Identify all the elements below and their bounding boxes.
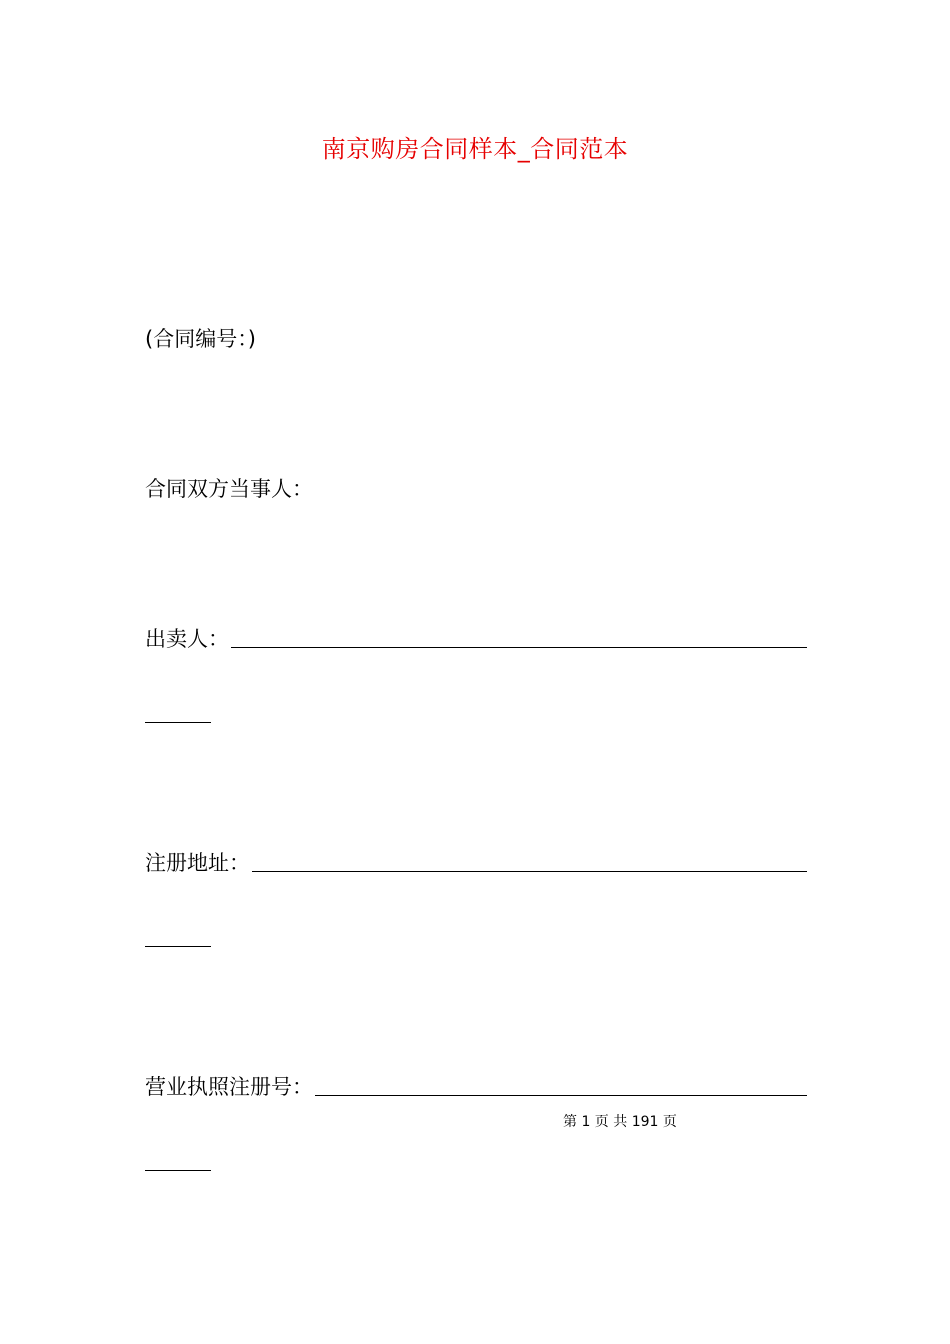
parties-heading: 合同双方当事人： [145,477,313,501]
business-license-field [145,1072,807,1102]
seller-continuation-blank [145,722,211,723]
registered-address-field [145,848,807,878]
page-indicator: 第 1 页 共 191 页 [563,1114,677,1130]
document-title: 南京购房合同样本_合同范本 [321,135,629,163]
seller-field [145,624,807,654]
contract-number-line: (合同编号：) [145,327,256,351]
registered-address-continuation-blank [145,946,211,947]
seller-blank-line [231,625,807,648]
business-license-continuation-blank [145,1170,211,1171]
seller-label: 出卖人： [145,627,229,651]
registered-address-label: 注册地址： [145,851,250,875]
business-license-blank-line [315,1073,807,1096]
registered-address-blank-line [252,849,807,872]
business-license-label: 营业执照注册号： [145,1075,313,1099]
